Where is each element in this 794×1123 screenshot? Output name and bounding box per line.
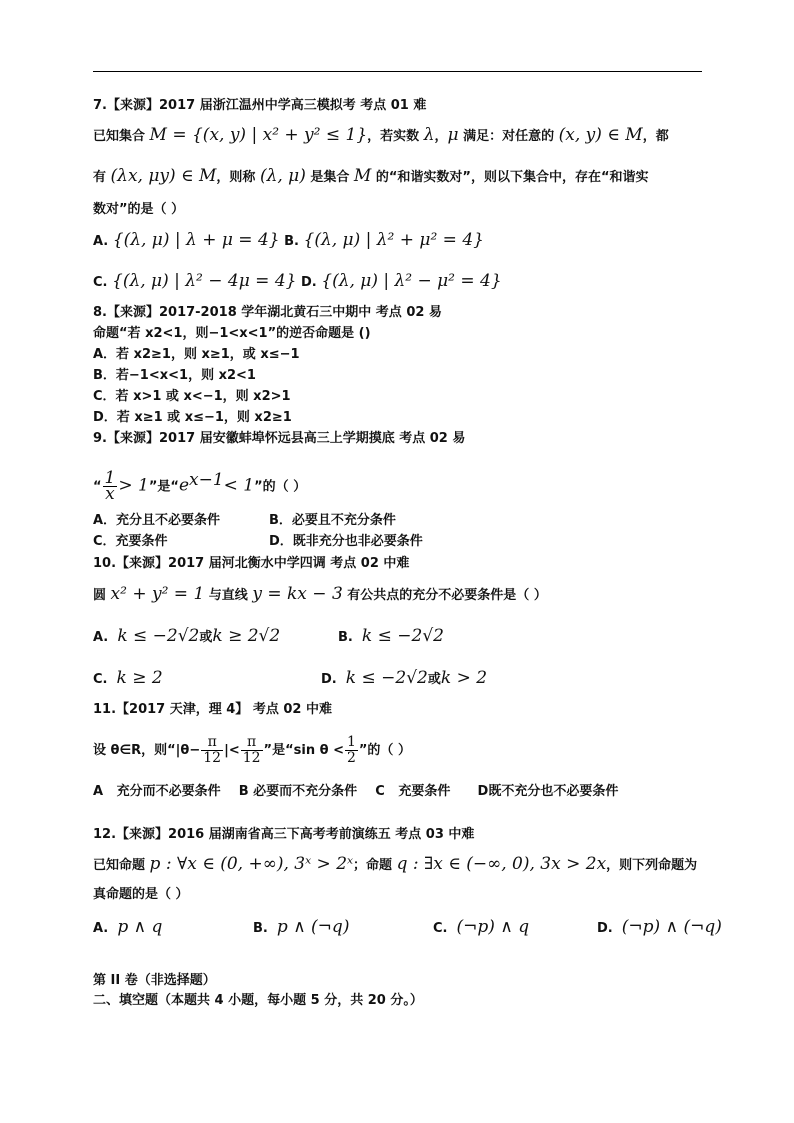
- section-title: 第 II 卷（非选择题）: [93, 973, 216, 988]
- q7-stem-line2: [93, 167, 649, 187]
- q12-text: 已知命题: [93, 858, 150, 873]
- q12-options: [93, 918, 722, 938]
- q7-options-cd: [93, 272, 502, 292]
- q9-options-ab: [93, 512, 396, 530]
- q7-header: 7.【来源】2017 届浙江温州中学高三模拟考 考点 01 难: [93, 98, 427, 113]
- q9-header: 9.【来源】2017 届安徽蚌埠怀远县高三上学期摸底 考点 02 易: [93, 431, 466, 446]
- q10-options-ab: [93, 627, 444, 647]
- q12-option-c-value: (¬p) ∧ q: [456, 917, 530, 937]
- q7-options-ab: [93, 231, 484, 251]
- q10-option-b: k ≤ −2√2: [361, 626, 444, 646]
- q10-circle: x² + y² = 1: [110, 584, 205, 604]
- q10-option-d-part2: k > 2: [440, 668, 488, 688]
- q7-pair: (λ, μ): [259, 166, 306, 186]
- q7-text: 的“和谐实数对”，则以下集合中，存在“和谐实: [371, 170, 649, 185]
- q10-option-a-part1: k ≤ −2√2: [117, 626, 200, 646]
- q9-option-b: B．必要且不充分条件: [269, 513, 396, 528]
- q12-option-b-value: p ∧ (¬q): [276, 917, 350, 937]
- q10-options-cd: [93, 669, 487, 689]
- q9-exp-sup: x−1: [189, 470, 224, 490]
- q7-point-formula: (x, y) ∈ M: [558, 125, 643, 145]
- q11-frac2-den: 12: [242, 750, 261, 766]
- q9-option-d: D．既非充分也非必要条件: [269, 534, 423, 549]
- q10-option-d-part1: k ≤ −2√2: [345, 668, 428, 688]
- q11-frac1-num: π: [201, 735, 223, 751]
- q10-text: 与直线: [204, 588, 253, 603]
- q9-frac-num: 1: [104, 468, 116, 489]
- q11-text: |<: [224, 743, 240, 758]
- q7-text: 是集合: [305, 170, 354, 185]
- q12-option-c-label: C.: [433, 921, 448, 936]
- q9-text: ”的（ ）: [254, 479, 307, 495]
- q9-exp-base: e: [178, 475, 189, 496]
- q9-text: “: [93, 479, 102, 495]
- q12-option-d-label: D.: [597, 921, 613, 936]
- q10-option-a-or: 或: [199, 630, 213, 645]
- q9-option-a: A．充分且不必要条件: [93, 513, 221, 528]
- q10-option-a-label: A.: [93, 630, 109, 645]
- q9-text: ”是“: [148, 479, 179, 495]
- q7-set-M: M: [353, 166, 372, 186]
- q7-option-c: {(λ, μ) | λ² − 4μ = 4}: [112, 271, 297, 291]
- q12-header: 12.【来源】2016 届湖南省高三下高考考前演练五 考点 03 中难: [93, 827, 475, 842]
- q10-text: 有公共点的充分不必要条件是（ ）: [342, 588, 547, 603]
- q12-text: ；命题: [353, 858, 397, 873]
- q7-text: 满足：对任意的: [458, 129, 559, 144]
- q8-option-b: B．若−1<x<1，则 x2<1: [93, 368, 256, 383]
- q9-option-c: C．充要条件: [93, 534, 168, 549]
- q11-fraction-2: [241, 735, 263, 766]
- q12-proposition-p: p : ∀x ∈ (0, +∞), 3ˣ > 2ˣ: [149, 854, 354, 874]
- q12-text: ，则下列命题为: [606, 858, 698, 873]
- header-rule: [93, 71, 702, 72]
- q10-option-c: [93, 669, 321, 689]
- q11-header: 11.【2017 天津，理 4】 考点 02 中难: [93, 702, 332, 717]
- q11-options: A 充分而不必要条件 B 必要而不充分条件 C 充要条件 D既不充分也不必要条件: [93, 784, 619, 799]
- q12-option-a: [93, 918, 253, 938]
- q11-text: 设 θ∈R，则“|θ−: [93, 743, 201, 758]
- q10-option-d-or: 或: [427, 672, 441, 687]
- q11-fraction-3: [345, 735, 358, 766]
- q8-option-a: A．若 x2≥1，则 x≥1，或 x≤−1: [93, 347, 300, 362]
- q10-option-b-label: B.: [338, 630, 353, 645]
- q7-stem-line3: 数对”的是（ ）: [93, 202, 185, 217]
- q7-text: 已知集合: [93, 129, 150, 144]
- q10-option-a: [93, 627, 338, 647]
- section-subtitle: 二、填空题（本题共 4 小题，每小题 5 分，共 20 分。）: [93, 993, 423, 1008]
- q10-option-d-label: D.: [321, 672, 337, 687]
- q7-text: ，则称: [216, 170, 260, 185]
- q7-text: ，若实数: [367, 129, 424, 144]
- q7-stem-line1: [93, 126, 669, 146]
- q12-option-d-value: (¬p) ∧ (¬q): [621, 917, 722, 937]
- q11-stem: [93, 733, 411, 769]
- q11-frac1-den: 12: [203, 750, 222, 766]
- q12-option-b-label: B.: [253, 921, 268, 936]
- q10-header: 10.【来源】2017 届河北衡水中学四调 考点 02 中难: [93, 556, 410, 571]
- q12-option-a-label: A.: [93, 921, 109, 936]
- q9-frac-den: x: [105, 484, 115, 505]
- q12-option-c: [433, 918, 597, 938]
- q7-option-b: {(λ, μ) | λ² + μ² = 4}: [303, 230, 484, 250]
- q12-stem-line2: 真命题的是（ ）: [93, 887, 189, 902]
- q10-line: y = kx − 3: [252, 584, 343, 604]
- q7-option-b-label: B.: [284, 234, 299, 249]
- q10-option-c-value: k ≥ 2: [116, 668, 163, 688]
- q8-option-c: C．若 x>1 或 x<−1，则 x2>1: [93, 389, 291, 404]
- q12-proposition-q: q : ∃x ∈ (−∞, 0), 3x > 2x: [396, 854, 607, 874]
- q7-text: ，: [434, 129, 448, 144]
- q12-stem-line1: [93, 855, 697, 875]
- q9-options-cd: [93, 533, 423, 551]
- q11-text: ”是“sin θ <: [263, 743, 344, 758]
- q11-frac3-num: 1: [346, 734, 356, 750]
- q11-frac2-num: π: [241, 735, 263, 751]
- q10-text: 圆: [93, 588, 111, 603]
- q10-stem: [93, 585, 547, 605]
- q12-option-b: [253, 918, 433, 938]
- q8-stem: 命题“若 x2<1，则−1<x<1”的逆否命题是 (): [93, 326, 371, 341]
- q9-lt1: < 1: [223, 475, 255, 496]
- q11-text: ”的（ ）: [358, 743, 411, 758]
- q9-stem: [93, 462, 306, 505]
- q9-fraction: [103, 468, 118, 505]
- q7-text: ，都: [642, 129, 669, 144]
- q8-header: 8.【来源】2017-2018 学年湖北黄石三中期中 考点 02 易: [93, 305, 442, 320]
- q11-frac3-den: 2: [346, 750, 356, 766]
- q9-gt1: > 1: [118, 475, 149, 496]
- q11-fraction-1: [201, 735, 223, 766]
- q7-option-a-label: A.: [93, 234, 109, 249]
- q7-lambda: λ: [423, 125, 435, 145]
- q7-text: 有: [93, 170, 111, 185]
- q8-option-d: D．若 x≥1 或 x≤−1，则 x2≥1: [93, 410, 292, 425]
- q10-option-c-label: C.: [93, 672, 108, 687]
- q7-option-a: {(λ, μ) | λ + μ = 4}: [112, 230, 280, 250]
- q7-mu: μ: [447, 125, 459, 145]
- q7-set-formula: M = {(x, y) | x² + y² ≤ 1}: [149, 125, 368, 145]
- q10-option-a-part2: k ≥ 2√2: [212, 626, 281, 646]
- q7-scaled-point: (λx, μy) ∈ M: [110, 166, 217, 186]
- q7-option-d: {(λ, μ) | λ² − μ² = 4}: [321, 271, 502, 291]
- q12-option-a-value: p ∧ q: [117, 917, 163, 937]
- q7-option-d-label: D.: [300, 275, 317, 290]
- q7-option-c-label: C.: [93, 275, 108, 290]
